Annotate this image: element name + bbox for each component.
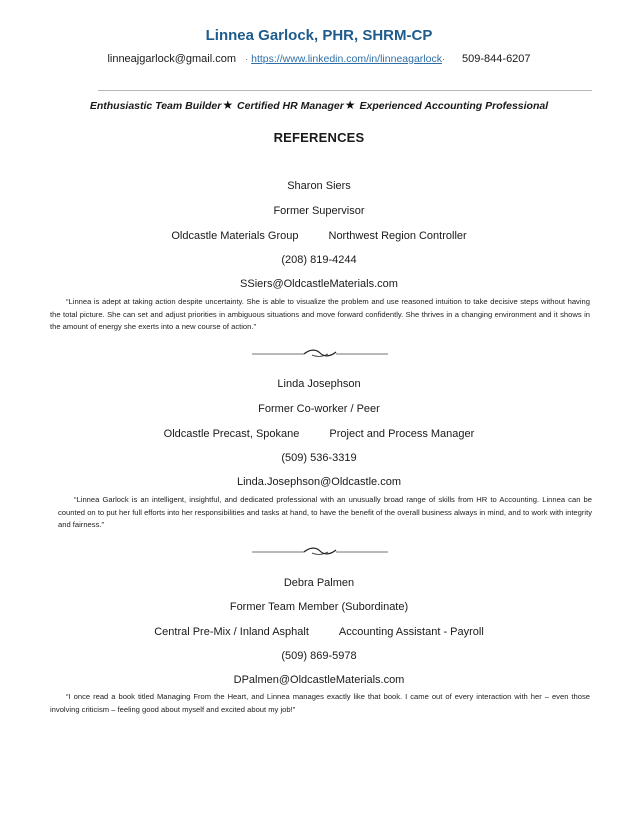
reference-quote [50, 296, 590, 334]
reference-email: Linda.Josephson@Oldcastle.com [236, 476, 402, 488]
reference-email: SSiers@OldcastleMaterials.com [240, 278, 398, 290]
reference-quote-text: “Linnea Garlock is an intelligent, insightful, and dedicated professional with an unusually broad range of skills from HR to Accounting. Linnea can be counted on to put her full efforts into her responsibilities and tasks at hand, to have the benefit of the overall business always in mind, and to work with integrity and fairness.” [58, 495, 592, 529]
header-divider [98, 90, 592, 91]
reference-email: DPalmen@OldcastleMaterials.com [233, 674, 405, 686]
tagline-item: Enthusiastic Team Builder [89, 100, 222, 112]
reference-phone: (509) 536-3319 [281, 452, 357, 464]
section-title: REFERENCES [273, 130, 365, 145]
email-address: linneajgarlock@gmail.com [107, 53, 236, 65]
reference-phone: (208) 819-4244 [281, 254, 357, 266]
reference-phone: (509) 869-5978 [281, 650, 357, 662]
reference-company: Oldcastle Materials Group [171, 230, 299, 242]
reference-company-line [0, 428, 638, 440]
reference-relationship: Former Supervisor [273, 205, 365, 217]
reference-relationship: Former Co-worker / Peer [258, 403, 380, 415]
flourish-divider [252, 546, 388, 558]
reference-relationship: Former Team Member (Subordinate) [229, 601, 409, 613]
reference-quote-text: “Linnea is adept at taking action despite uncertainty. She is able to visualize the problem and use reasoned intuition to take decisive steps without having the total picture. She can set and adjust priorities in ambiguous situations and move forward confidently. She thrives in a changing environment and it shows in the amount of energy she exerts into a new course of action.” [50, 297, 590, 331]
tagline-item: Certified HR Manager [237, 100, 344, 112]
reference-name: Sharon Siers [287, 180, 351, 192]
star-icon: ★ [344, 98, 356, 112]
candidate-name: Linnea Garlock, PHR, SHRM-CP [205, 27, 433, 44]
reference-company-line [0, 626, 638, 638]
tagline [0, 98, 638, 112]
reference-company: Oldcastle Precast, Spokane [163, 428, 300, 440]
reference-title: Accounting Assistant - Payroll [338, 626, 484, 638]
reference-quote [58, 494, 592, 532]
reference-company-line [0, 230, 638, 242]
separator-dot: · [441, 54, 445, 64]
phone-number: 509-844-6207 [462, 53, 531, 65]
star-icon: ★ [222, 98, 234, 112]
separator-dot: · [245, 54, 249, 64]
reference-title: Northwest Region Controller [328, 230, 467, 242]
reference-company: Central Pre-Mix / Inland Asphalt [154, 626, 309, 638]
reference-title: Project and Process Manager [329, 428, 475, 440]
reference-quote-text: “I once read a book titled Managing From the Heart, and Linnea manages exactly like that book. I came out of every interaction with her – even those involving criticism – feeling good about myself and excited about my job!” [50, 692, 590, 714]
tagline-item: Experienced Accounting Professional [359, 100, 549, 112]
contact-line [0, 53, 638, 65]
flourish-divider [252, 348, 388, 360]
reference-name: Linda Josephson [277, 378, 361, 390]
reference-name: Debra Palmen [283, 577, 355, 589]
linkedin-link[interactable]: https://www.linkedin.com/in/linneagarlock [251, 53, 442, 65]
reference-quote [50, 691, 590, 716]
